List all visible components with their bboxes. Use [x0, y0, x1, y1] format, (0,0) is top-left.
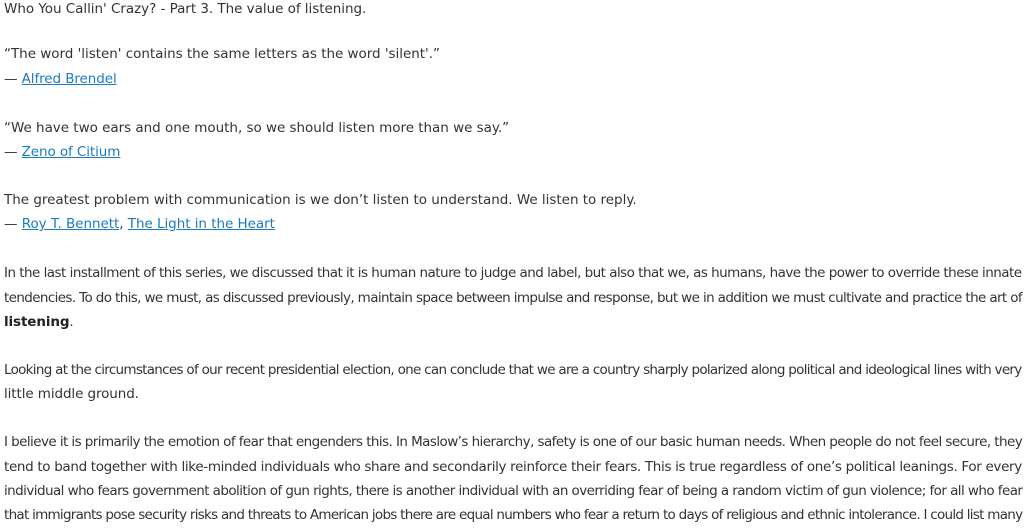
quote-3-attribution	[4, 212, 1024, 236]
paragraph-2-line-2: little middle ground.	[4, 386, 139, 402]
quote-1-attribution	[4, 67, 1024, 91]
article-title: Who You Callin' Crazy? - Part 3. The value of listening.	[4, 1, 367, 17]
quote-2-text: “We have two ears and one mouth, so we should listen more than we say.”	[4, 120, 510, 136]
book-link-the-light-in-the-heart[interactable]: The Light in the Heart	[127, 216, 275, 232]
paragraph-3-line-2: tend to band together with like-minded individuals who share and secondarily reinforce their fears. This is true regardless of one’s political leanings. For every	[4, 459, 1022, 475]
paragraph-1-line-2: tendencies. To do this, we must, as discussed previously, maintain space between impulse and response, but we in addition we must cultivate and practice the art of	[4, 290, 1023, 306]
quote-2-attribution	[4, 140, 1024, 164]
quote-1-dash: —	[4, 71, 22, 87]
quote-3-separator: ,	[119, 216, 128, 232]
bold-word-listening: listening	[4, 314, 70, 330]
author-link-alfred-brendel[interactable]: Alfred Brendel	[21, 71, 117, 87]
quote-3-dash: —	[4, 216, 22, 232]
paragraph-3-line-1: I believe it is primarily the emotion of fear that engenders this. In Maslow’s hierarchy, safety is one of our basic human needs. When people do not feel secure, they	[4, 434, 1023, 450]
paragraph-3-line-4: that immigrants pose security risks and threats to American jobs there are equal numbers who fear a return to days of religious and ethnic intolerance. I could list many	[4, 507, 1023, 523]
quote-2-dash: —	[4, 144, 22, 160]
paragraph-1-end-punct: .	[69, 314, 74, 330]
paragraph-3-line-3: individual who fears government abolition of gun rights, there is another individual with an overriding fear of being a random victim of gun violence; for all who fear	[4, 483, 1023, 499]
quote-3-text: The greatest problem with communication is we don’t listen to understand. We listen to reply.	[4, 192, 637, 208]
quote-1-text: “The word 'listen' contains the same letters as the word 'silent'.”	[4, 46, 440, 62]
paragraph-1-line-3	[4, 310, 1024, 334]
author-link-roy-t-bennett[interactable]: Roy T. Bennett	[21, 216, 120, 232]
paragraph-2-line-1: Looking at the circumstances of our recent presidential election, one can conclude that we are a country sharply polarized along political and ideological lines with very	[4, 362, 1022, 378]
author-link-zeno-of-citium[interactable]: Zeno of Citium	[21, 144, 121, 160]
paragraph-1-line-1: In the last installment of this series, we discussed that it is human nature to judge and label, but also that we, as humans, have the power to override these innate	[4, 265, 1022, 281]
